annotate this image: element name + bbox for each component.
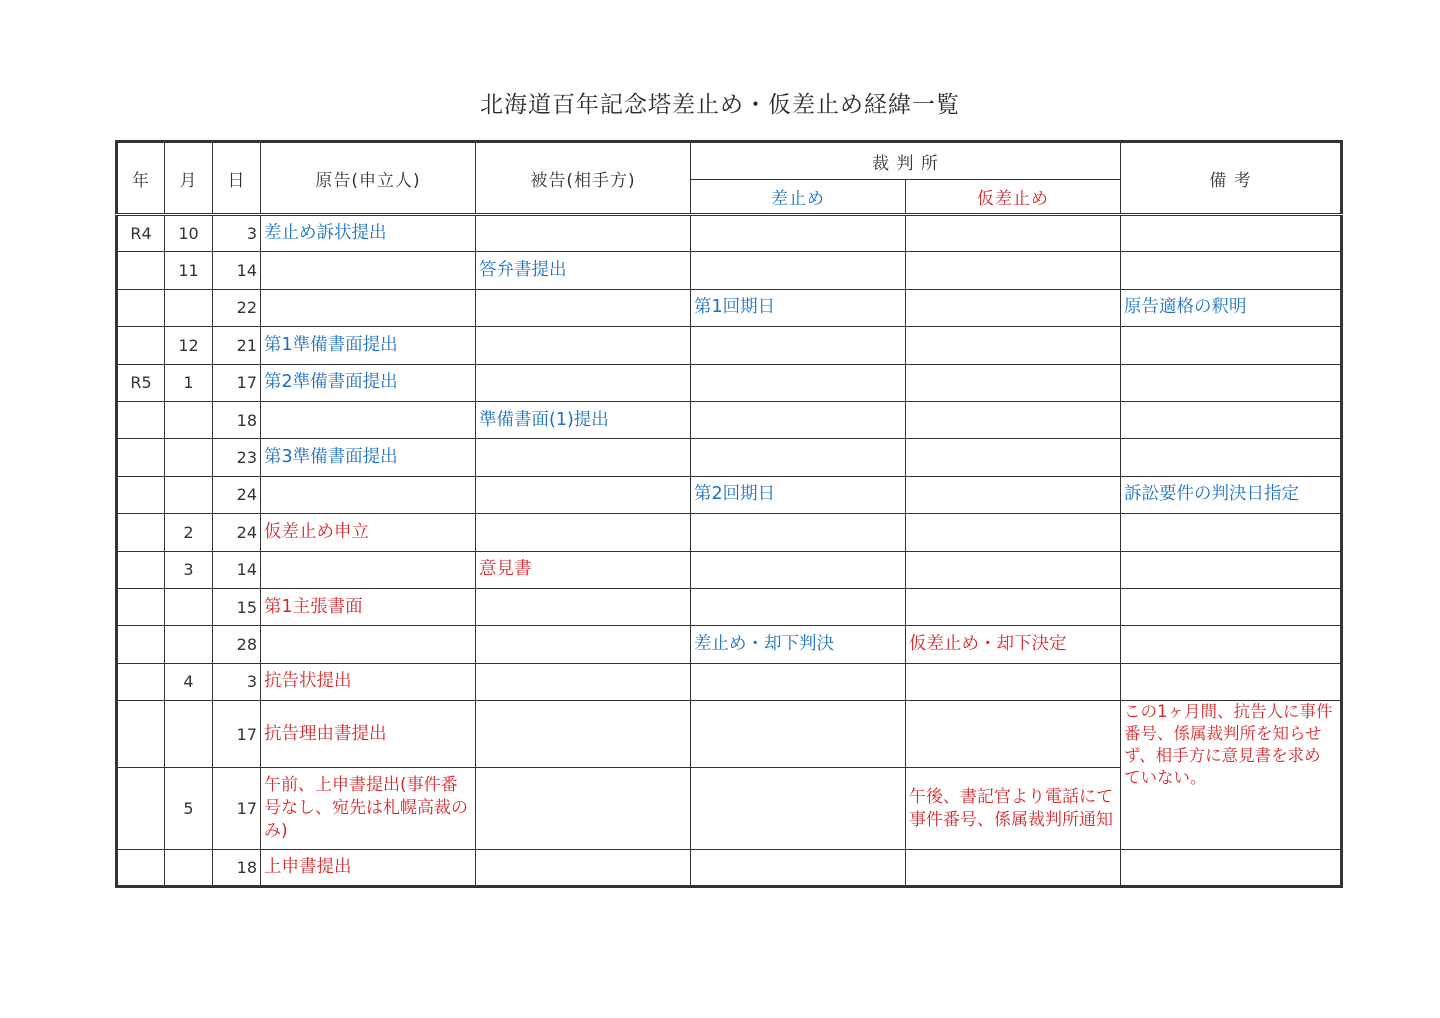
cell-defendant [476,327,691,364]
cell-remarks [1121,588,1342,625]
cell-year [117,768,165,850]
cell-day: 17 [213,768,261,850]
table-row [117,364,1342,401]
cell-day: 24 [213,514,261,551]
cell-year [117,551,165,588]
table-row [117,289,1342,326]
cell-remarks: この1ヶ月間、抗告人に事件番号、係属裁判所を知らせず、相手方に意見書を求めていない。 [1121,701,1342,850]
cell-defendant [476,289,691,326]
cell-injunction [691,215,906,252]
cell-day: 3 [213,215,261,252]
cell-provisional [906,850,1121,887]
cell-provisional [906,701,1121,768]
table-row [117,401,1342,438]
cell-day: 22 [213,289,261,326]
cell-plaintiff: 仮差止め申立 [261,514,476,551]
cell-day: 18 [213,401,261,438]
header-remarks: 備 考 [1121,142,1342,215]
cell-provisional: 午後、書記官より電話にて事件番号、係属裁判所通知 [906,768,1121,850]
cell-defendant [476,514,691,551]
cell-year [117,514,165,551]
cell-defendant [476,768,691,850]
cell-month [165,401,213,438]
cell-injunction [691,551,906,588]
cell-injunction [691,850,906,887]
cell-year [117,663,165,700]
cell-plaintiff [261,476,476,513]
cell-provisional [906,551,1121,588]
cell-injunction [691,588,906,625]
cell-plaintiff: 第3準備書面提出 [261,439,476,476]
cell-year: R5 [117,364,165,401]
cell-provisional [906,215,1121,252]
table-row [117,252,1342,289]
table-row [117,701,1342,768]
header-defendant: 被告(相手方) [476,142,691,215]
cell-injunction [691,327,906,364]
cell-month: 1 [165,364,213,401]
cell-month [165,289,213,326]
cell-remarks [1121,850,1342,887]
cell-defendant [476,850,691,887]
cell-day: 18 [213,850,261,887]
cell-year [117,701,165,768]
cell-month [165,476,213,513]
header-year: 年 [117,142,165,215]
table-row [117,663,1342,700]
cell-day: 21 [213,327,261,364]
table-row [117,588,1342,625]
cell-injunction [691,401,906,438]
cell-provisional [906,327,1121,364]
table-row [117,215,1342,252]
cell-month: 12 [165,327,213,364]
cell-plaintiff: 第1主張書面 [261,588,476,625]
cell-plaintiff: 抗告理由書提出 [261,701,476,768]
cell-remarks [1121,401,1342,438]
table-row [117,626,1342,663]
cell-year [117,401,165,438]
cell-provisional [906,289,1121,326]
cell-remarks [1121,252,1342,289]
cell-provisional [906,663,1121,700]
cell-plaintiff: 差止め訴状提出 [261,215,476,252]
cell-provisional [906,514,1121,551]
table-row [117,327,1342,364]
cell-month: 4 [165,663,213,700]
cell-month [165,439,213,476]
cell-defendant [476,663,691,700]
cell-injunction [691,439,906,476]
cell-provisional [906,439,1121,476]
cell-year [117,327,165,364]
cell-remarks [1121,663,1342,700]
cell-month: 2 [165,514,213,551]
cell-month [165,626,213,663]
cell-day: 17 [213,701,261,768]
header-provisional: 仮差止め [906,180,1121,215]
cell-plaintiff [261,401,476,438]
cell-day: 14 [213,551,261,588]
cell-injunction [691,514,906,551]
cell-year [117,588,165,625]
table-body [117,215,1342,887]
table-row [117,439,1342,476]
cell-injunction [691,701,906,768]
cell-month: 5 [165,768,213,850]
cell-defendant [476,626,691,663]
cell-plaintiff [261,252,476,289]
cell-injunction: 差止め・却下判決 [691,626,906,663]
cell-defendant [476,701,691,768]
cell-month: 10 [165,215,213,252]
cell-day: 28 [213,626,261,663]
cell-day: 3 [213,663,261,700]
cell-defendant [476,588,691,625]
cell-year [117,476,165,513]
header-plaintiff: 原告(申立人) [261,142,476,215]
cell-year [117,252,165,289]
cell-remarks [1121,514,1342,551]
cell-remarks [1121,327,1342,364]
cell-plaintiff: 上申書提出 [261,850,476,887]
cell-remarks [1121,439,1342,476]
header-month: 月 [165,142,213,215]
cell-injunction [691,663,906,700]
cell-provisional [906,252,1121,289]
cell-day: 15 [213,588,261,625]
cell-injunction [691,364,906,401]
table-row [117,850,1342,887]
cell-provisional [906,364,1121,401]
cell-remarks [1121,551,1342,588]
cell-provisional: 仮差止め・却下決定 [906,626,1121,663]
cell-year [117,626,165,663]
cell-day: 24 [213,476,261,513]
cell-defendant: 答弁書提出 [476,252,691,289]
cell-year: R4 [117,215,165,252]
cell-injunction: 第1回期日 [691,289,906,326]
cell-defendant [476,439,691,476]
cell-plaintiff: 抗告状提出 [261,663,476,700]
table-row [117,476,1342,513]
cell-remarks [1121,364,1342,401]
cell-defendant: 準備書面(1)提出 [476,401,691,438]
table-row [117,514,1342,551]
cell-defendant: 意見書 [476,551,691,588]
cell-defendant [476,476,691,513]
cell-month [165,701,213,768]
header-day: 日 [213,142,261,215]
cell-year [117,289,165,326]
cell-plaintiff [261,626,476,663]
cell-plaintiff [261,289,476,326]
table-row [117,551,1342,588]
header-court: 裁 判 所 [691,142,1121,180]
cell-plaintiff [261,551,476,588]
cell-injunction: 第2回期日 [691,476,906,513]
page-title: 北海道百年記念塔差止め・仮差止め経緯一覧 [480,92,960,118]
cell-injunction [691,768,906,850]
cell-injunction [691,252,906,289]
cell-year [117,439,165,476]
chronology-table [115,140,1343,888]
cell-month [165,850,213,887]
cell-plaintiff: 第2準備書面提出 [261,364,476,401]
cell-day: 14 [213,252,261,289]
cell-remarks [1121,215,1342,252]
cell-defendant [476,364,691,401]
cell-day: 17 [213,364,261,401]
cell-day: 23 [213,439,261,476]
cell-plaintiff: 午前、上申書提出(事件番号なし、宛先は札幌高裁のみ) [261,768,476,850]
cell-remarks: 訴訟要件の判決日指定 [1121,476,1342,513]
cell-provisional [906,401,1121,438]
cell-remarks [1121,626,1342,663]
cell-month [165,588,213,625]
cell-remarks: 原告適格の釈明 [1121,289,1342,326]
cell-plaintiff: 第1準備書面提出 [261,327,476,364]
cell-provisional [906,588,1121,625]
cell-month: 3 [165,551,213,588]
header-injunction: 差止め [691,180,906,215]
cell-provisional [906,476,1121,513]
cell-year [117,850,165,887]
cell-defendant [476,215,691,252]
cell-month: 11 [165,252,213,289]
